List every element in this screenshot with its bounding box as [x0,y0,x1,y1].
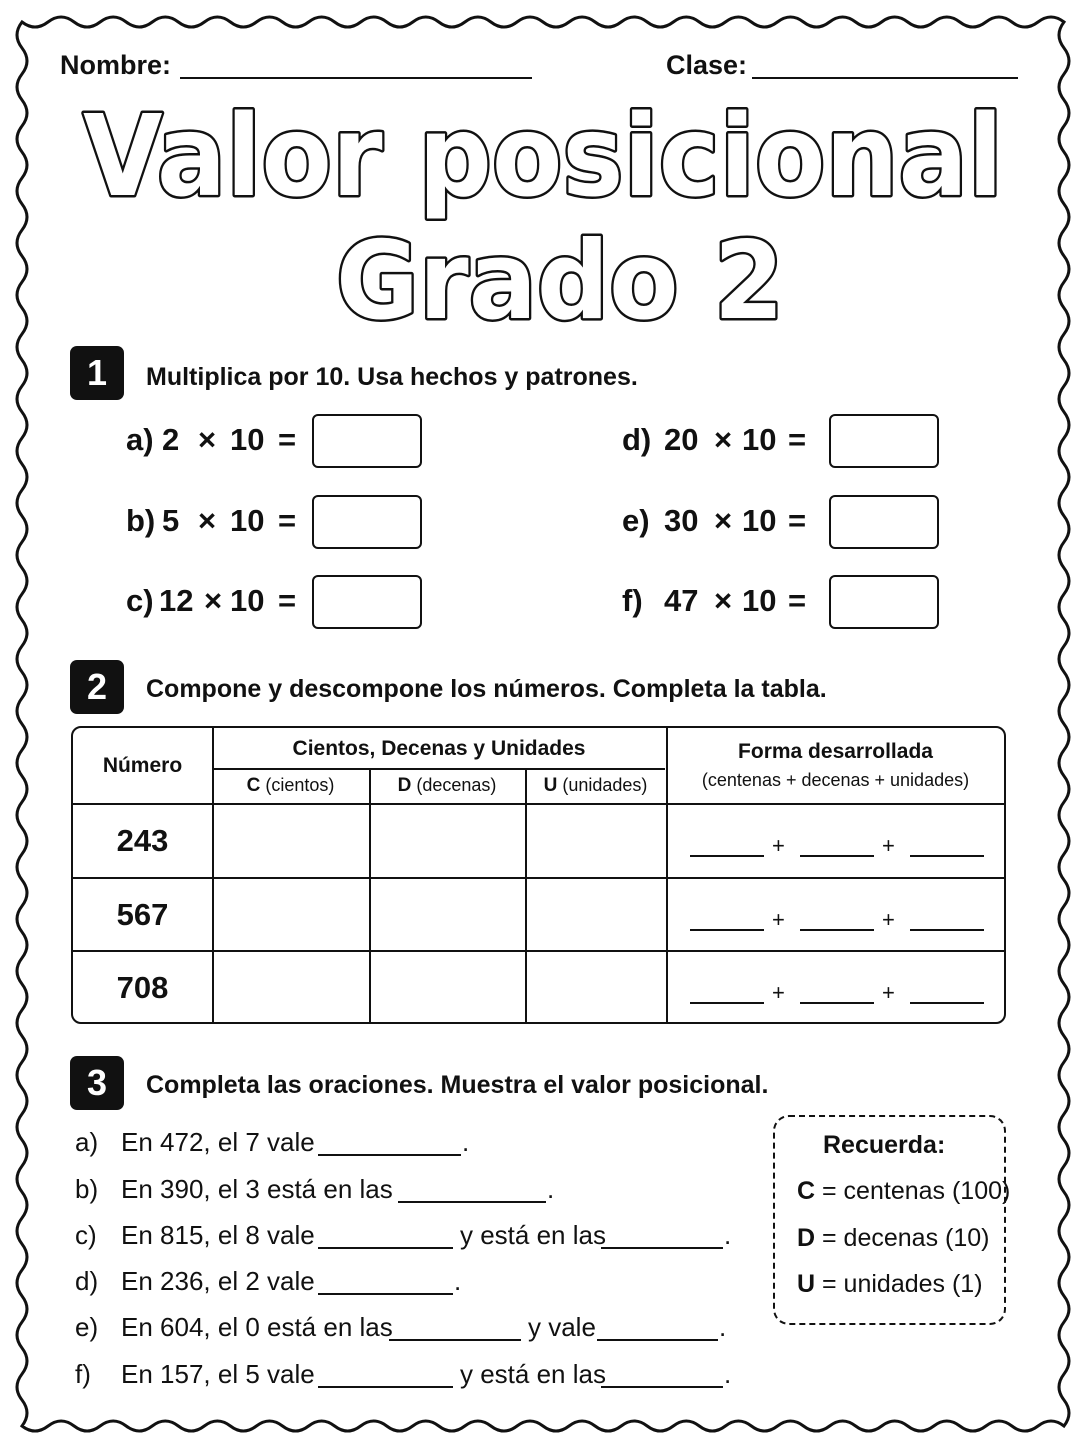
answer-box[interactable] [829,575,939,629]
reminder-title: Recuerda: [823,1131,946,1159]
mult-a: 5 [162,503,180,538]
mult-b: 10 [742,503,777,538]
table-cell-input[interactable] [371,952,525,1022]
plus-sign: + [882,907,895,932]
plus-sign: + [772,907,785,932]
mult-eq: = [788,503,807,538]
mult-op: × [198,503,217,538]
reminder-line-c: C = centenas (100) [797,1177,1011,1205]
sentence-text1: En 157, el 5 vale [121,1359,315,1389]
sentence-end: . [462,1127,470,1157]
sentence-text2: y está en las [460,1220,606,1250]
table-cell-input[interactable] [527,952,666,1022]
plus-sign: + [882,980,895,1005]
table-cell-input[interactable] [214,805,369,875]
sentence-end: . [724,1220,732,1250]
answer-box[interactable] [829,495,939,549]
plus-sign: + [772,833,785,858]
place-value-table [71,726,1006,1024]
mult-a: 30 [664,503,699,538]
table-cell-input[interactable] [527,879,666,949]
mult-eq: = [788,583,807,618]
mult-b: 10 [230,503,265,538]
sentence-text1: En 604, el 0 está en las [121,1312,393,1342]
sentence-text1: En 390, el 3 está en las [121,1174,393,1204]
mult-op: × [198,422,217,457]
header-c: C (cientos) [246,775,335,796]
sentence-text1: En 472, el 7 vale [121,1127,315,1157]
table-row-number: 567 [116,897,169,932]
mult-op: × [204,583,223,618]
sentence-letter: a) [75,1127,99,1157]
answer-line[interactable] [601,1386,723,1388]
mult-a: 47 [664,583,699,618]
reminder-line-u: U = unidades (1) [797,1270,983,1298]
mult-b: 10 [742,583,777,618]
answer-box[interactable] [829,414,939,468]
section-2-badge: 2 [70,660,124,714]
sentence-end: . [547,1174,555,1204]
header-numero: Número [102,754,183,777]
answer-box[interactable] [312,414,422,468]
table-row-number: 243 [116,823,169,858]
answer-line[interactable] [601,1247,723,1249]
answer-line[interactable] [597,1339,718,1341]
mult-letter: d) [622,422,652,457]
sentence-end: . [719,1312,727,1342]
title-line-1: Valor posicional [83,92,1003,222]
title-line-2: Grado 2 [336,219,784,340]
sentence-letter: f) [75,1359,91,1389]
expanded-form-blank[interactable] [800,1002,874,1004]
sentence-text1: En 815, el 8 vale [121,1220,315,1250]
mult-b: 10 [230,583,265,618]
answer-line[interactable] [389,1339,521,1341]
mult-op: × [714,422,733,457]
mult-eq: = [278,503,297,538]
table-cell-input[interactable] [214,952,369,1022]
table-row-number: 708 [116,970,169,1005]
reminder-line-d: D = decenas (10) [797,1224,990,1252]
sentence-text2: y está en las [460,1359,606,1389]
class-field[interactable] [752,77,1018,79]
section-1-badge: 1 [70,346,124,400]
sentence-letter: e) [75,1312,99,1342]
mult-eq: = [278,422,297,457]
expanded-form-blank[interactable] [800,929,874,931]
mult-op: × [714,583,733,618]
header-forma: Forma desarrollada [738,740,933,763]
sentence-letter: c) [75,1220,97,1250]
sentence-letter: b) [75,1174,99,1204]
table-cell-input[interactable] [527,805,666,875]
mult-letter: b) [126,503,156,538]
mult-a: 20 [664,422,699,457]
sentence-end: . [454,1266,462,1296]
reminder-box [773,1115,1011,1325]
header-cdu: Cientos, Decenas y Unidades [292,737,586,760]
mult-a: 12 [159,583,194,618]
answer-line[interactable] [318,1293,453,1295]
mult-letter: e) [622,503,650,538]
mult-letter: a) [126,422,154,457]
mult-letter: c) [126,583,154,618]
plus-sign: + [772,980,785,1005]
answer-box[interactable] [312,575,422,629]
section-3-badge: 3 [70,1056,124,1110]
class-label: Clase: [666,50,748,80]
expanded-form-blank[interactable] [800,855,874,857]
name-field[interactable] [180,77,532,79]
mult-op: × [714,503,733,538]
header-u: U (unidades) [543,775,648,796]
mult-b: 10 [230,422,265,457]
section-3-instruction: Completa las oraciones. Muestra el valor posicional. [146,1071,769,1099]
expanded-form-blank[interactable] [690,929,764,931]
table-cell-input[interactable] [214,879,369,949]
expanded-form-blank[interactable] [690,1002,764,1004]
plus-sign: + [882,833,895,858]
answer-line[interactable] [318,1247,453,1249]
answer-line[interactable] [398,1201,546,1203]
sentence-end: . [724,1359,732,1389]
expanded-form-blank[interactable] [910,855,984,857]
section-2-instruction: Compone y descompone los números. Completa la tabla. [146,675,827,703]
sentence-text1: En 236, el 2 vale [121,1266,315,1296]
answer-box[interactable] [312,495,422,549]
header-forma-sub: (centenas + decenas + unidades) [701,770,970,790]
mult-eq: = [278,583,297,618]
expanded-form-blank[interactable] [690,855,764,857]
mult-letter: f) [622,583,643,618]
page-title [0,90,1086,340]
answer-line[interactable] [318,1386,453,1388]
mult-a: 2 [162,422,180,457]
section-1-instruction: Multiplica por 10. Usa hechos y patrones. [146,363,638,391]
mult-b: 10 [742,422,777,457]
sentence-text2: y vale [528,1312,596,1342]
mult-eq: = [788,422,807,457]
sentence-letter: d) [75,1266,99,1296]
answer-line[interactable] [318,1154,461,1156]
expanded-form-blank[interactable] [910,929,984,931]
name-label: Nombre: [60,50,172,80]
header-d: D (decenas) [397,775,497,796]
table-cell-input[interactable] [371,879,525,949]
expanded-form-blank[interactable] [910,1002,984,1004]
table-cell-input[interactable] [371,805,525,875]
